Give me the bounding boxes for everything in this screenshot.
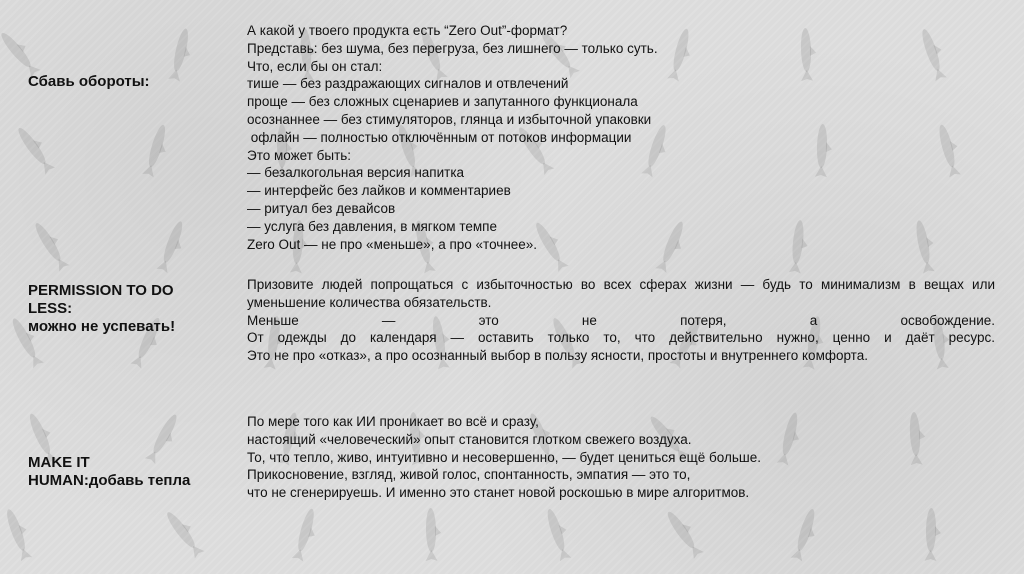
body-line: А какой у твоего продукта есть “Zero Out”-формат? <box>247 23 568 38</box>
body-line: Представь: без шума, без перегруза, без лишнего — только суть. <box>247 40 658 56</box>
body-line: По мере того как ИИ проникает во всё и сразу, <box>247 414 539 429</box>
body-line: — услуга без давления, в мягком темпе <box>247 218 497 234</box>
body-line: — безалкогольная версия напитка <box>247 165 465 181</box>
body-line: Что, если бы он стал: <box>247 58 383 74</box>
body-line: Меньше — это не потеря, а освобождение. <box>247 312 995 328</box>
body-line: офлайн — полностью отключённым от потоков информации <box>247 129 632 145</box>
heading-permission-to-do-less: PERMISSION TO DO LESS: можно не успевать! <box>28 282 176 335</box>
body-line: От одежды до календаря — оставить только то, что действительно нужно, ценно и даёт ресурс. <box>247 330 995 346</box>
body-line: Прикосновение, взгляд, живой голос, спонтанность, эмпатия — это то, <box>247 467 691 483</box>
body-line: Это может быть: <box>247 147 352 163</box>
body-line: проще — без сложных сценариев и запутанного функционала <box>247 94 638 110</box>
heading-make-it-human: MAKE IT HUMAN:добавь тепла <box>28 454 191 489</box>
body-line: что не сгенерируешь. И именно это станет новой роскошью в мире алгоритмов. <box>247 485 750 501</box>
section-slow-down-body <box>247 22 995 253</box>
body-paragraph: Призовите людей попрощаться с избыточностью во всех сферах жизни — будь то минимализм в вещах или уменьшение количества обязательств. <box>247 277 995 310</box>
body-line: Zero Out — не про «меньше», а про «точнее». <box>247 236 538 252</box>
section-permission-body <box>247 276 995 365</box>
body-line: — интерфейс без лайков и комментариев <box>247 183 511 199</box>
body-line: тише — без раздражающих сигналов и отвлечений <box>247 76 569 92</box>
body-line: — ритуал без девайсов <box>247 200 396 216</box>
body-line: Это не про «отказ», а про осознанный выбор в пользу ясности, простоты и внутреннего комфорта. <box>247 348 868 364</box>
section-make-it-human-body <box>247 413 995 502</box>
body-line: настоящий «человеческий» опыт становится глотком свежего воздуха. <box>247 431 692 447</box>
heading-slow-down: Сбавь обороты: <box>28 73 150 90</box>
body-line: То, что тепло, живо, интуитивно и несовершенно, — будет цениться ещё больше. <box>247 449 761 465</box>
body-line: осознаннее — без стимуляторов, глянца и избыточной упаковки <box>247 111 652 127</box>
